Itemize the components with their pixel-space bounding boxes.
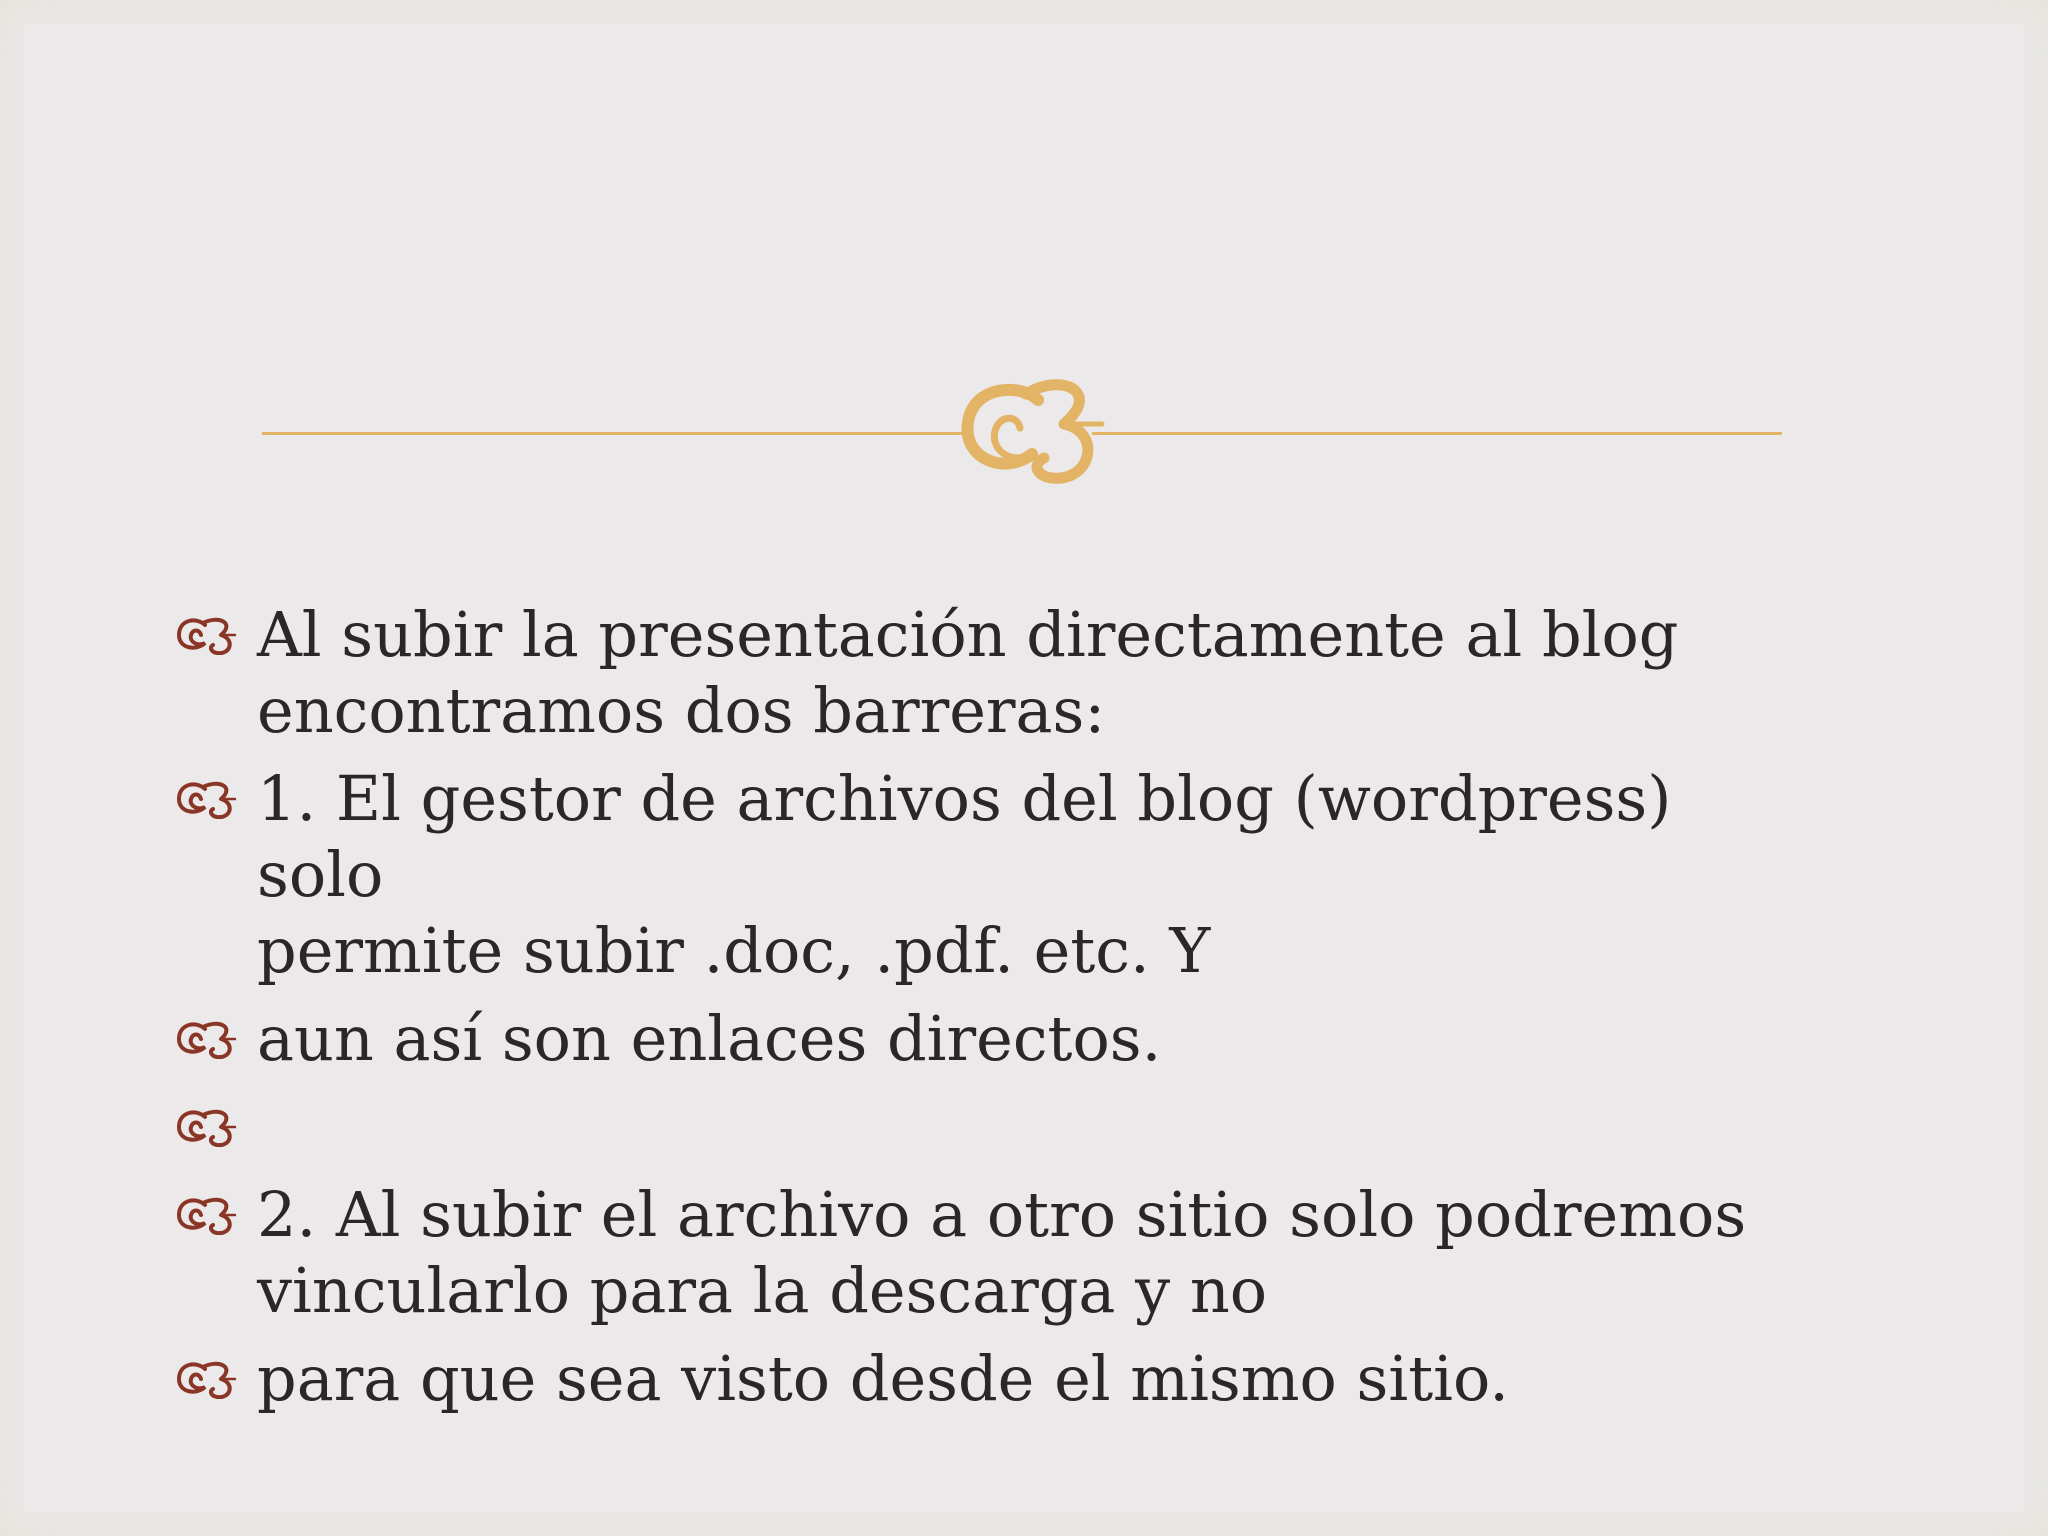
bullet-text: Al subir la presentación directamente al blog encontramos dos barreras:	[257, 598, 1679, 747]
bullet-text: 2. Al subir el archivo a otro sitio solo podremos vincularlo para la descarga y no	[257, 1178, 1747, 1327]
bullet-list	[175, 597, 1795, 1429]
bullet-text: aun así son enlaces directos.	[257, 1002, 1162, 1075]
fleuron-bullet-icon	[175, 761, 257, 837]
title-divider	[262, 370, 1782, 490]
list-item	[175, 1177, 1795, 1329]
list-item	[175, 761, 1795, 989]
fleuron-bullet-icon	[175, 597, 257, 673]
fleuron-bullet-icon	[175, 1341, 257, 1417]
fleuron-bullet-icon	[175, 1001, 257, 1077]
divider-line-left	[262, 432, 962, 435]
bullet-text: para que sea visto desde el mismo sitio.	[257, 1342, 1509, 1415]
list-item	[175, 1089, 1795, 1165]
list-item	[175, 1001, 1795, 1077]
fleuron-bullet-icon	[175, 1089, 257, 1165]
list-item	[175, 1341, 1795, 1417]
divider-line-right	[1092, 432, 1782, 435]
fleuron-ornament-icon	[952, 370, 1112, 490]
list-item	[175, 597, 1795, 749]
fleuron-bullet-icon	[175, 1177, 257, 1253]
bullet-text: 1. El gestor de archivos del blog (wordpress) solo permite subir .doc, .pdf. etc. Y	[257, 762, 1672, 987]
